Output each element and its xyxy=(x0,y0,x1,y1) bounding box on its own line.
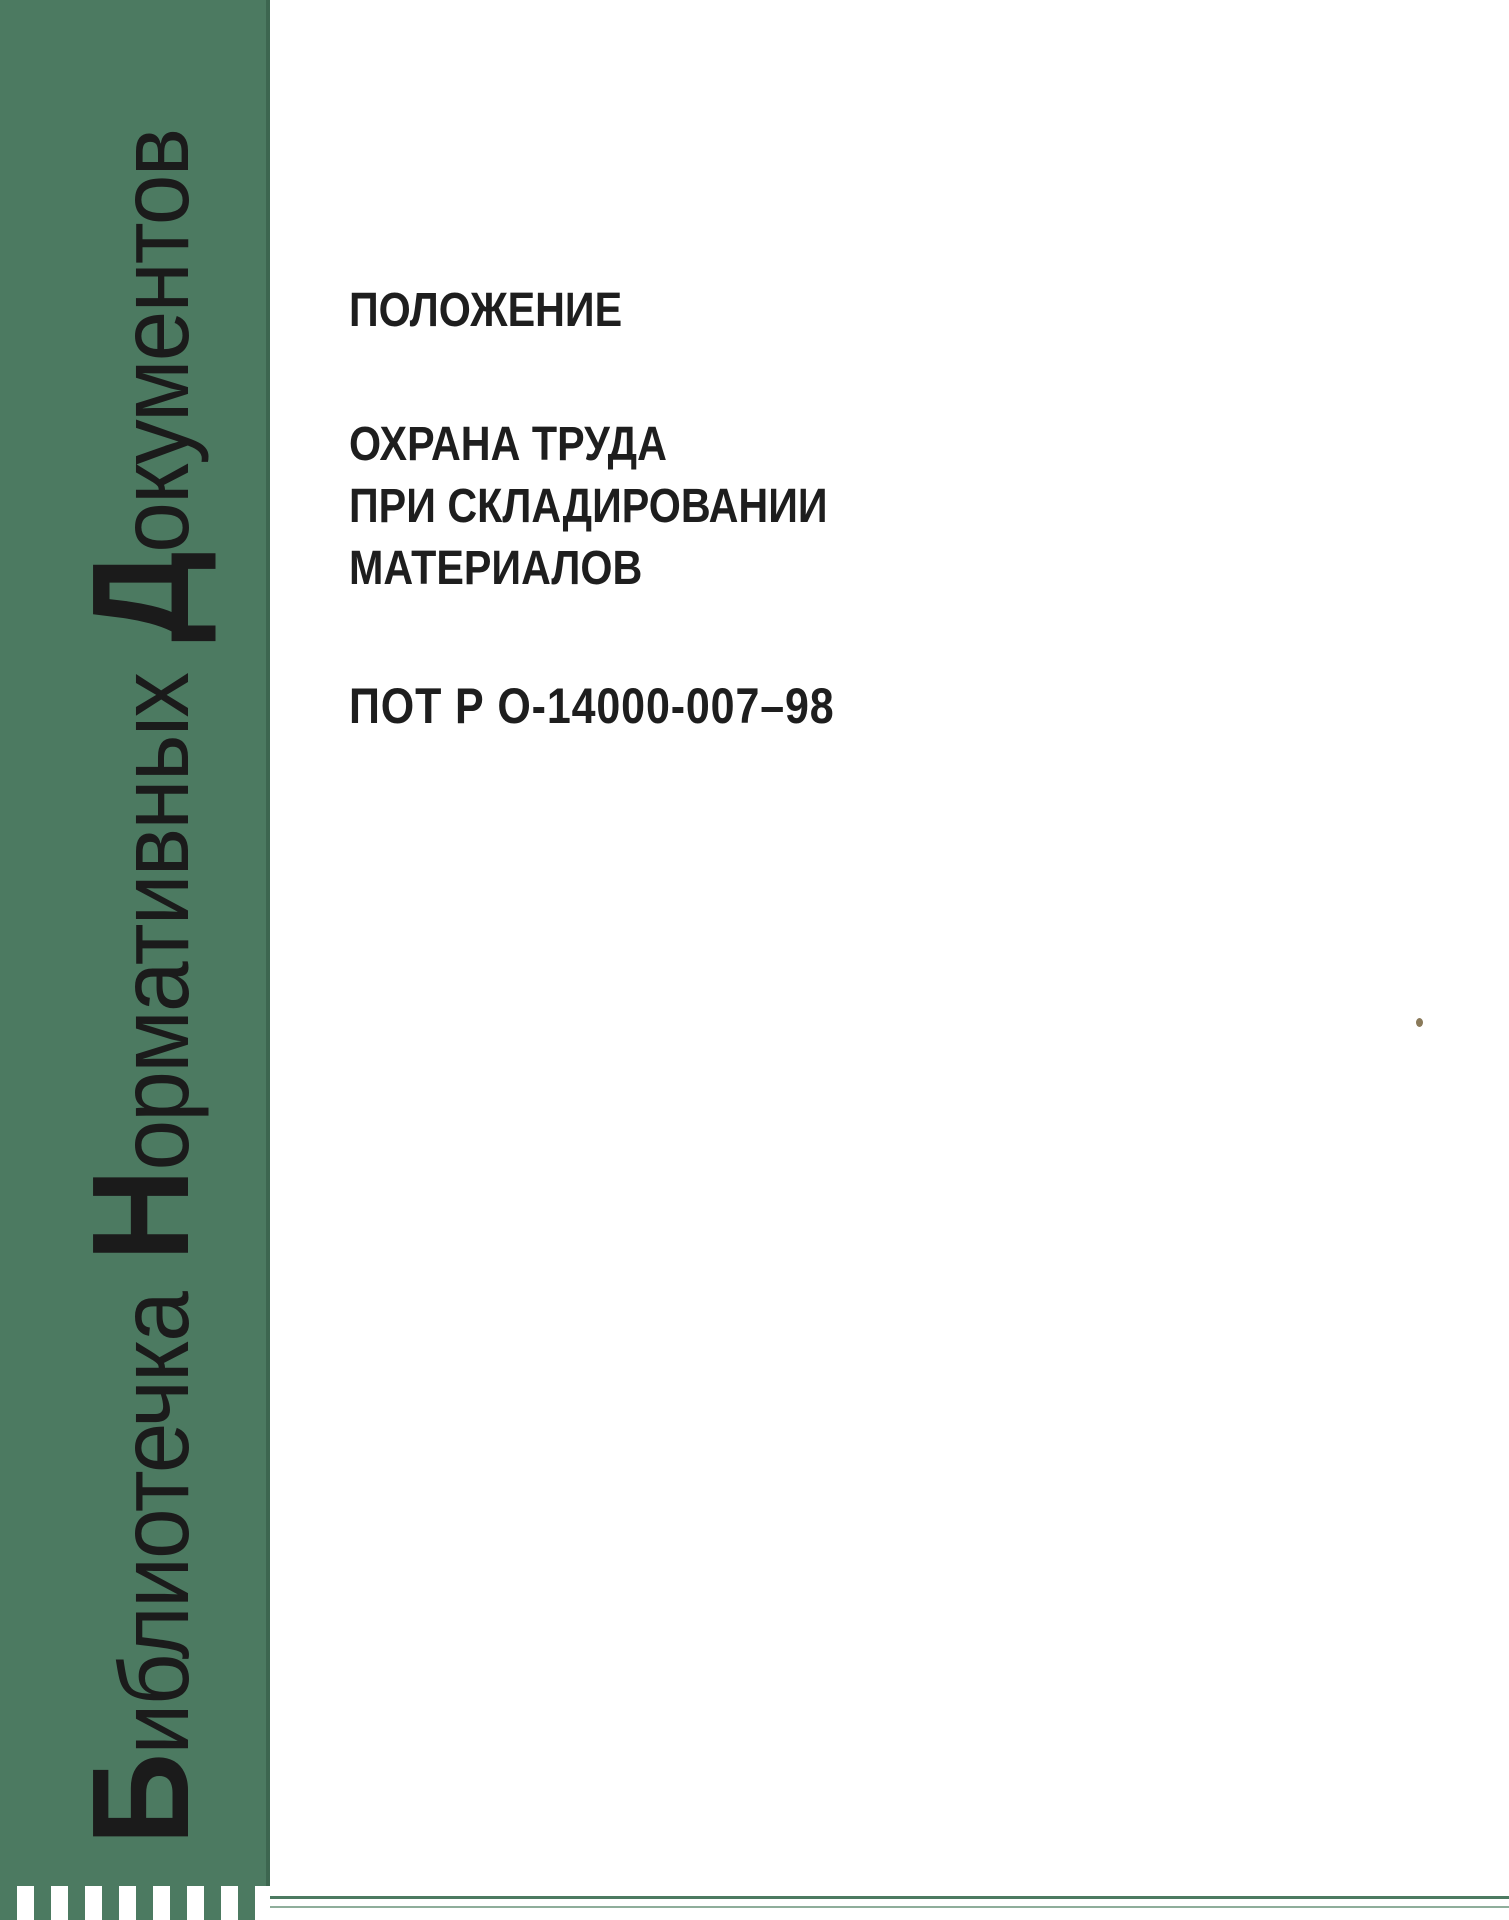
scan-speck xyxy=(1416,1018,1423,1027)
document-title-line: ПРИ СКЛАДИРОВАНИИ xyxy=(349,480,828,533)
series-word-rest: ормативных xyxy=(99,673,209,1171)
series-word-cap: Д xyxy=(64,552,218,643)
document-title-line: ОХРАНА ТРУДА xyxy=(349,418,667,471)
document-code: ПОТ Р О-14000-007–98 xyxy=(349,678,835,734)
spine-edge xyxy=(266,0,270,1886)
series-word-cap: Н xyxy=(64,1170,218,1262)
series-title-vertical xyxy=(66,85,216,1845)
bottom-checker-pattern xyxy=(0,1886,270,1920)
bottom-rule-thin xyxy=(270,1906,1509,1908)
series-word-cap: Б xyxy=(64,1754,218,1845)
document-title xyxy=(349,414,835,600)
document-title-line: МАТЕРИАЛОВ xyxy=(349,542,643,595)
series-word-rest: окументов xyxy=(99,129,209,553)
series-word-1 xyxy=(64,1292,218,1845)
document-heading-block xyxy=(349,282,835,736)
series-word-3 xyxy=(64,129,218,643)
series-title xyxy=(64,98,218,1845)
series-word-2 xyxy=(64,673,218,1262)
series-word-rest: иблиотечка xyxy=(99,1292,209,1755)
bottom-rule xyxy=(270,1896,1509,1899)
document-type: ПОЛОЖЕНИЕ xyxy=(349,284,623,337)
